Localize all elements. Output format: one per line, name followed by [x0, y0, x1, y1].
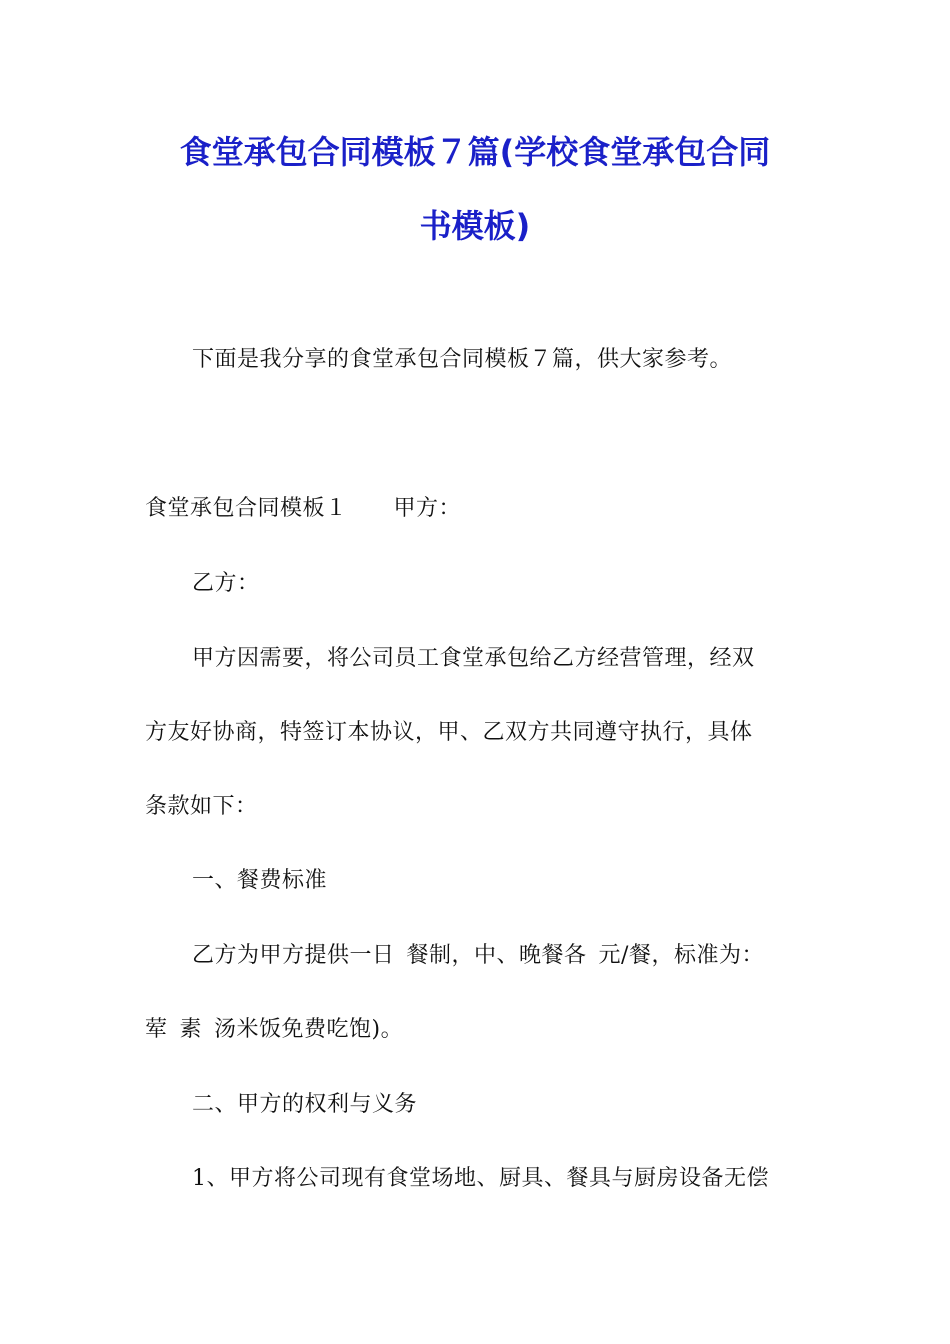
clause-text-segment: 荤 — [145, 1017, 168, 1042]
section-heading: 食堂承包合同模板１ — [145, 496, 348, 521]
clause-text-segment: 元/餐，标准为： — [598, 943, 764, 968]
party-b-label: 乙方： — [192, 571, 260, 596]
party-a-label: 甲方： — [393, 496, 462, 521]
paragraph-line: 甲方因需要，将公司员工食堂承包给乙方经营管理，经双 — [192, 646, 755, 671]
clause-heading: 一、餐费标准 — [192, 868, 328, 893]
document-title-line-2: 书模板) — [419, 207, 531, 245]
clause-line: 1、甲方将公司现有食堂场地、厨具、餐具与厨房设备无偿 — [192, 1166, 769, 1191]
document-title-line-1: 食堂承包合同模板７篇(学校食堂承包合同 — [179, 133, 771, 171]
clause-text-segment: 素 — [179, 1017, 203, 1042]
paragraph-line: 条款如下： — [145, 794, 258, 819]
section-heading-row — [145, 494, 461, 524]
clause-line — [192, 941, 764, 971]
clause-text-segment: 汤米饭免费吃饱)。 — [214, 1017, 404, 1042]
clause-heading: 二、甲方的权利与义务 — [192, 1092, 418, 1117]
intro-paragraph: 下面是我分享的食堂承包合同模板７篇，供大家参考。 — [192, 347, 733, 372]
paragraph-line: 方友好协商，特签订本协议，甲、乙双方共同遵守执行，具体 — [145, 720, 753, 745]
clause-text-segment: 餐制，中、晚餐各 — [406, 943, 587, 968]
clause-line — [145, 1015, 403, 1045]
clause-text-segment: 乙方为甲方提供一日 — [192, 943, 395, 968]
